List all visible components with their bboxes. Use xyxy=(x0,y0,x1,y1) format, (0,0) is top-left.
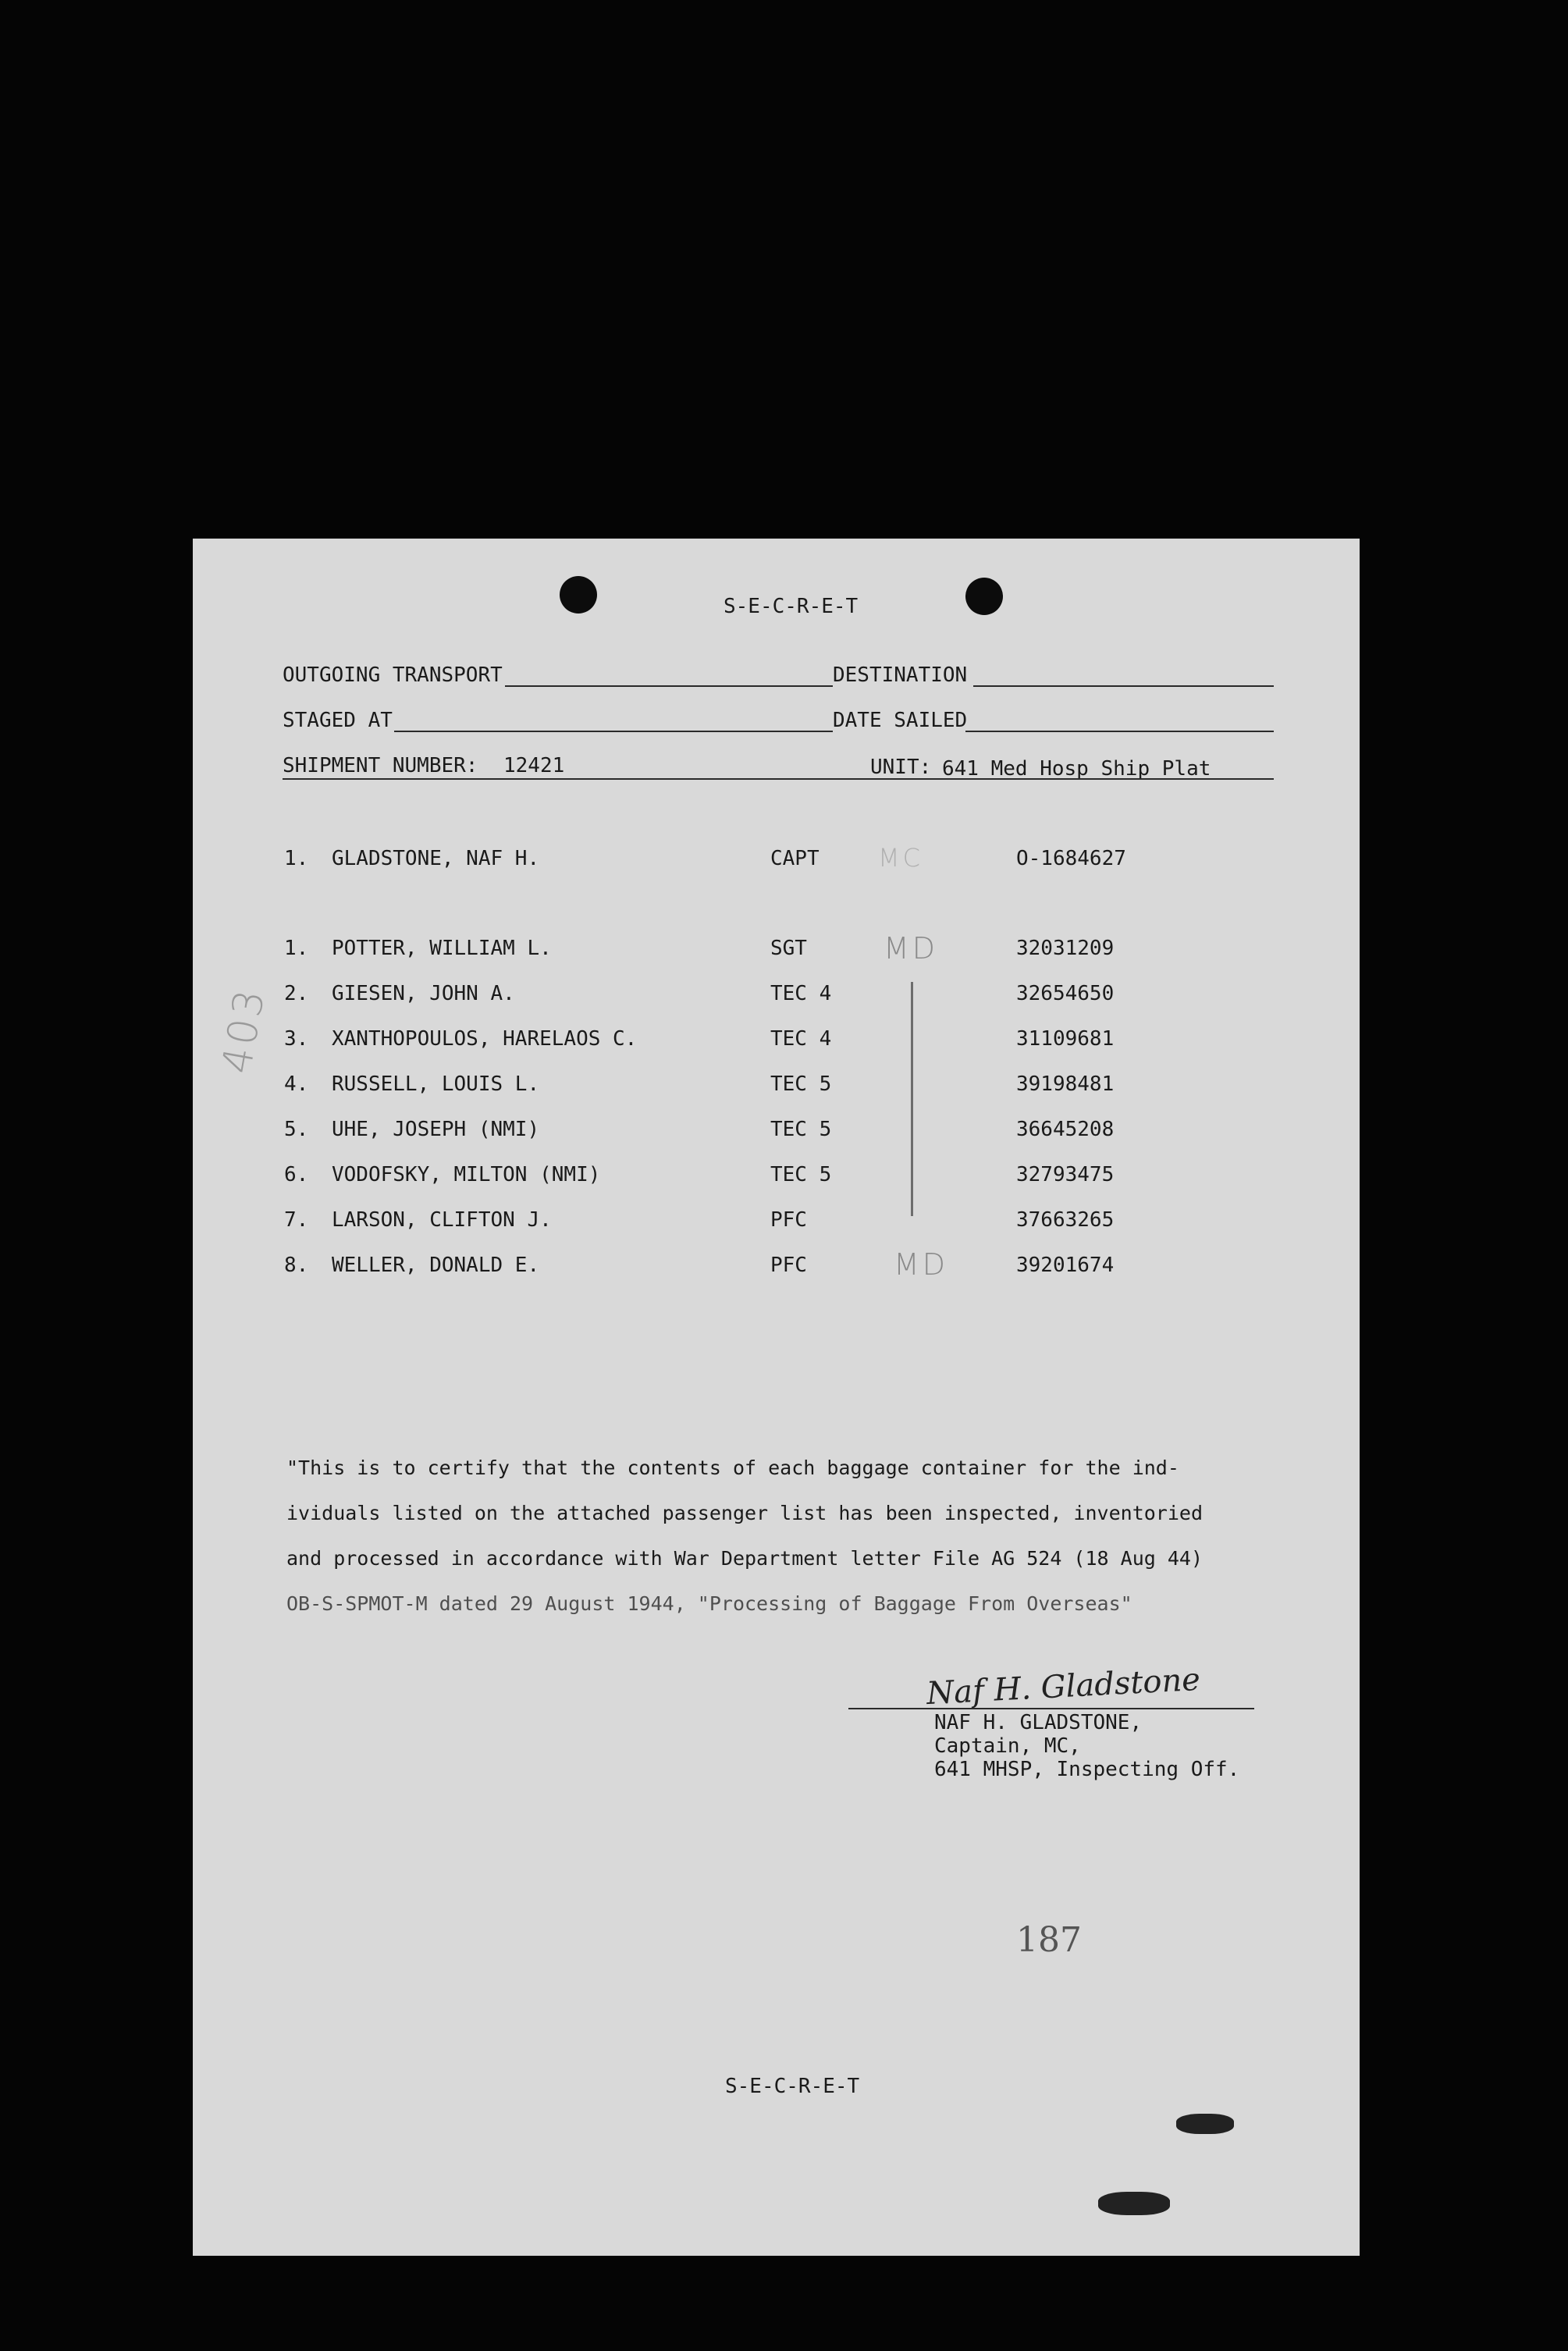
officer-rank: CAPT xyxy=(770,847,820,870)
row-rank: TEC 4 xyxy=(770,1027,832,1051)
row-name: GIESEN, JOHN A. xyxy=(332,982,515,1005)
date-sailed-line xyxy=(965,731,1274,732)
scan-speck xyxy=(1176,2114,1234,2134)
classification-top: S-E-C-R-E-T xyxy=(724,595,859,618)
row-serial: 32654650 xyxy=(1016,982,1115,1005)
row-serial: 37663265 xyxy=(1016,1208,1115,1232)
shipment-number-value: 12421 xyxy=(503,754,565,777)
row-serial: 31109681 xyxy=(1016,1027,1115,1051)
destination-line xyxy=(973,685,1274,687)
certification-line: and processed in accordance with War Department letter File AG 524 (18 Aug 44) xyxy=(286,1547,1203,1570)
row-name: VODOFSKY, MILTON (NMI) xyxy=(332,1163,601,1186)
row-name: XANTHOPOULOS, HARELAOS C. xyxy=(332,1027,638,1051)
row-serial: 39201674 xyxy=(1016,1254,1115,1277)
branch-annotation-last: MD xyxy=(894,1247,949,1282)
signature-line xyxy=(848,1708,1254,1709)
punch-hole-left xyxy=(560,576,597,614)
row-rank: TEC 5 xyxy=(770,1163,832,1186)
destination-label: DESTINATION xyxy=(833,663,968,687)
officer-branch: MC xyxy=(878,843,923,873)
classification-bottom: S-E-C-R-E-T xyxy=(725,2075,860,2098)
certification-line: ividuals listed on the attached passenger list has been inspected, inventoried xyxy=(286,1502,1203,1524)
row-num: 1. xyxy=(284,937,309,960)
page-number: 187 xyxy=(1016,1920,1082,1960)
staged-at-line xyxy=(394,731,833,732)
row-serial: 32793475 xyxy=(1016,1163,1115,1186)
row-num: 3. xyxy=(284,1027,309,1051)
unit-label: UNIT: xyxy=(870,756,932,779)
row-name: POTTER, WILLIAM L. xyxy=(332,937,552,960)
shipment-number-label: SHIPMENT NUMBER: xyxy=(283,754,478,777)
row-name: UHE, JOSEPH (NMI) xyxy=(332,1118,540,1141)
unit-value: 641 Med Hosp Ship Plat xyxy=(942,757,1211,781)
row-name: RUSSELL, LOUIS L. xyxy=(332,1072,540,1096)
date-sailed-label: DATE SAILED xyxy=(833,709,968,732)
row-serial: 36645208 xyxy=(1016,1118,1115,1141)
row-rank: TEC 5 xyxy=(770,1072,832,1096)
row-serial: 32031209 xyxy=(1016,937,1115,960)
officer-num: 1. xyxy=(284,847,309,870)
officer-name: GLADSTONE, NAF H. xyxy=(332,847,540,870)
row-num: 8. xyxy=(284,1254,309,1277)
row-num: 4. xyxy=(284,1072,309,1096)
officer-serial: O-1684627 xyxy=(1016,847,1126,870)
punch-hole-right xyxy=(965,578,1003,615)
certification-line: "This is to certify that the contents of each baggage container for the ind- xyxy=(286,1456,1179,1479)
outgoing-transport-line xyxy=(505,685,833,687)
shipment-line xyxy=(283,778,1274,780)
signer-name: NAF H. GLADSTONE, xyxy=(934,1711,1143,1734)
branch-annotation-first: MD xyxy=(884,931,939,966)
row-name: WELLER, DONALD E. xyxy=(332,1254,540,1277)
handwritten-signature: Naf H. Gladstone xyxy=(926,1661,1201,1713)
row-num: 2. xyxy=(284,982,309,1005)
staged-at-label: STAGED AT xyxy=(283,709,393,732)
scan-speck xyxy=(1098,2192,1170,2215)
signer-unit: 641 MHSP, Inspecting Off. xyxy=(934,1758,1240,1781)
row-rank: SGT xyxy=(770,937,807,960)
row-num: 6. xyxy=(284,1163,309,1186)
row-num: 7. xyxy=(284,1208,309,1232)
document-page xyxy=(193,539,1360,2256)
outgoing-transport-label: OUTGOING TRANSPORT xyxy=(283,663,503,687)
row-num: 5. xyxy=(284,1118,309,1141)
certification-line: OB-S-SPMOT-M dated 29 August 1944, "Processing of Baggage From Overseas" xyxy=(286,1592,1132,1615)
branch-ditto-line xyxy=(911,982,913,1216)
margin-note: 403 xyxy=(213,983,275,1077)
row-serial: 39198481 xyxy=(1016,1072,1115,1096)
signer-rank: Captain, MC, xyxy=(934,1734,1081,1758)
row-rank: TEC 5 xyxy=(770,1118,832,1141)
row-name: LARSON, CLIFTON J. xyxy=(332,1208,552,1232)
row-rank: PFC xyxy=(770,1254,807,1277)
row-rank: TEC 4 xyxy=(770,982,832,1005)
row-rank: PFC xyxy=(770,1208,807,1232)
